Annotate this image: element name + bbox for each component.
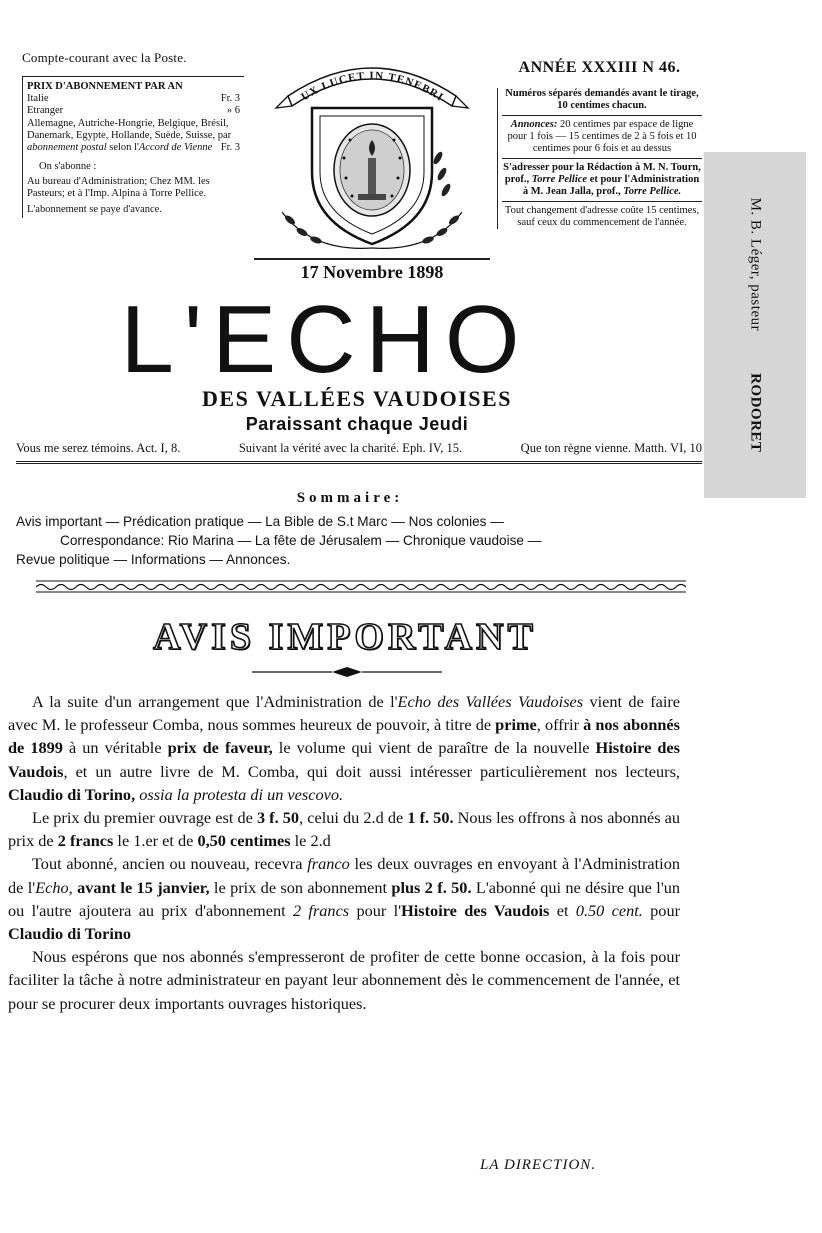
price-label: Etranger — [27, 105, 64, 116]
on-abonne-heading: On s'abonne : — [39, 161, 97, 172]
volume-number — [497, 59, 702, 76]
publication-frequency: Paraissant chaque Jeudi — [245, 414, 469, 434]
book-title-histoire: Histoire des Vaudois — [401, 900, 550, 920]
paragraph-2 — [8, 806, 680, 852]
annonces-label: Annonces: — [510, 119, 558, 130]
signature: LA DIRECTION. — [480, 1157, 597, 1173]
prime-word: prime — [495, 715, 537, 735]
price-label: Italie — [27, 93, 49, 104]
text-run: , celui du 2.d de — [299, 808, 408, 828]
summary-line-1: Avis important — Prédication pratique — La Bible de S.t Marc — Nos colonies — — [16, 514, 504, 529]
text-run: , offrir — [536, 715, 584, 735]
address-change-note: Tout changement d'adresse coûte 15 centimes, sauf ceux du commencement de l'année. — [504, 205, 700, 228]
text-run: le 1.er et de — [113, 831, 198, 851]
echo-title: Echo des Vallées Vaudoises — [397, 692, 584, 711]
mottos-line — [16, 441, 702, 464]
advance-payment-note: L'abonnement se paye d'avance. — [27, 204, 162, 215]
divider — [502, 201, 702, 202]
annonces-text: 20 centimes par espace de ligne pour 1 fois — 15 centimes de 2 à 5 fois et 10 centimes pour 6 fois et au dessus — [507, 119, 697, 154]
text-run: , — [68, 877, 78, 897]
book-title-histoire: Histoire des Vaudois — [8, 738, 680, 781]
administration-place: Torre Pellice. — [620, 186, 682, 197]
issue-date: 17 Novembre 1898 — [254, 258, 490, 283]
issue-number: N 46. — [642, 59, 681, 76]
echo-title: Echo — [35, 877, 69, 897]
price-francs: 2 francs — [292, 900, 350, 920]
administration-address: et pour l'Administration à M. Jean Jalla, prof., — [522, 174, 700, 197]
annee-label: ANNÉE — [518, 59, 578, 76]
summary-line-3: Revue politique — Informations — Annonces. — [16, 552, 291, 567]
divider — [502, 158, 702, 159]
price-value: Fr. 3 — [220, 93, 240, 104]
price-2: 1 f. 50. — [407, 808, 454, 828]
redaction-address: S'adresser pour la Rédaction à M. N. Tourn, prof., — [503, 162, 701, 185]
text-run: pour l' — [349, 900, 402, 920]
price-value: » 6 — [226, 105, 240, 116]
paragraph-1 — [8, 690, 680, 806]
price-cent: 0.50 cent. — [575, 900, 643, 920]
book-title-claudio: Claudio di Torino, — [8, 784, 136, 804]
paragraph-4: Nous espérons que nos abonnés s'empresseront de profiter de cette bonne occasion, à la fois pour faciliter la tâche à notre administrateur en payant leur abonnement dès le commencement de l'année, et pour se procurer deux importants ouvrages historiques. — [8, 947, 680, 1013]
price-row-etranger — [27, 105, 240, 117]
deadline: avant le 15 janvier, — [77, 877, 210, 897]
masthead — [12, 286, 702, 435]
address-label — [704, 152, 806, 498]
subscription-info — [22, 52, 244, 218]
emblem-icon — [252, 62, 492, 258]
newspaper-subtitle: DES VALLÉES VAUDOISES — [202, 386, 512, 411]
divider — [502, 115, 702, 116]
selon-text: selon l' — [109, 142, 139, 153]
notices-box — [497, 88, 702, 229]
accord-text: Accord de Vienne — [138, 142, 213, 153]
recipient-name: M. B. Léger, pasteur — [747, 197, 764, 332]
extra-price: plus 2 f. 50. — [391, 877, 472, 897]
subscription-places: Au bureau d'Administration; Chez MM. les Pasteurs; et à l'Imp. Alpina à Torre Pellice. — [27, 176, 210, 199]
prix-faveur: prix de faveur, — [167, 738, 273, 758]
recipient-address — [747, 165, 764, 485]
issue-info — [497, 59, 702, 229]
subscription-box — [22, 76, 244, 218]
article-title: AVIS IMPORTANT — [153, 616, 537, 658]
text-run: le volume qui vient de paraître de la nouvelle — [272, 738, 596, 758]
summary-line-2: Correspondance: Rio Marina — La fête de Jérusalem — Chronique vaudoise — — [60, 533, 542, 548]
countries-list: Allemagne, Autriche-Hongrie, Belgique, Brésil, Danemark, Egypte, Hollande, Suède, Suisse, par — [27, 118, 232, 141]
price-4: 0,50 centimes — [197, 831, 291, 851]
newspaper-title: L'ECHO — [120, 286, 530, 393]
price-3: 2 francs — [57, 831, 114, 851]
emblem-motto: UX LUCET IN TENEBRI — [299, 69, 446, 104]
text-run: vient de faire avec M. le professeur Comba, nous sommes heureux de pouvoir, à titre de — [8, 692, 681, 735]
text-run: L'abonné qui ne désire que l'un ou l'autre ajoutera au prix d'abonnement — [8, 877, 681, 920]
book-subtitle: ossia la protesta di un vescovo. — [139, 784, 344, 804]
article-body — [8, 690, 680, 1015]
numeros-note: Numéros séparés demandés avant le tirage, 10 centimes chacun. — [505, 88, 699, 111]
text-run: , et un autre livre de M. Comba, qui doit aussi intéresser particulièrement nos lecteurs, — [63, 761, 680, 781]
motto-2: Suivant la vérité avec la charité. Eph. IV, 15. — [238, 441, 463, 455]
waldensian-emblem — [252, 62, 492, 258]
franco-word: franco — [307, 854, 350, 874]
title-ornament — [252, 666, 442, 678]
text-run: A la suite d'un arrangement que l'Administration de l' — [32, 692, 398, 711]
price-row-italie — [27, 93, 240, 105]
svg-text:LUX LUCET IN TENEBRIS — [252, 62, 446, 104]
text-run: à un véritable — [62, 738, 168, 758]
book-title-claudio: Claudio di Torino — [8, 924, 132, 944]
address-note — [502, 162, 702, 198]
recipient-place: RODORET — [747, 373, 764, 453]
abonnes-1899: à nos abonnés de 1899 — [8, 715, 680, 758]
text-run: et — [549, 900, 576, 920]
text-run: Nous les offrons à nos abonnés au prix de — [8, 808, 681, 851]
annee-value: XXXIII — [581, 59, 638, 76]
summary-heading: Sommaire: — [296, 490, 404, 506]
text-run: le 2.d — [290, 831, 331, 851]
text-run: le prix de son abonnement — [209, 877, 392, 897]
price-1: 3 f. 50 — [256, 808, 300, 828]
accord-price: Fr. 3 — [220, 142, 240, 153]
text-run: les deux ouvrages en envoyant à l'Administration de l' — [8, 854, 680, 897]
text-run: Tout abonné, ancien ou nouveau, recevra — [32, 854, 308, 874]
motto-1: Vous me serez témoins. Act. I, 8. — [16, 441, 181, 455]
paragraph-3 — [8, 852, 680, 945]
abonnement-postal: abonnement postal — [27, 142, 107, 153]
motto-3: Que ton règne vienne. Matth. VI, 10 — [520, 441, 702, 455]
subscription-heading: PRIX D'ABONNEMENT PAR AN — [27, 81, 183, 92]
redaction-place: Torre Pellice — [529, 174, 588, 185]
compte-courant-note: Compte-courant avec la Poste. — [22, 50, 187, 65]
postal-agreement-note — [27, 118, 240, 154]
ornamental-divider — [36, 578, 686, 594]
annonces-note — [502, 119, 702, 155]
summary-contents — [16, 512, 692, 569]
text-run: Le prix du premier ouvrage est de — [32, 808, 257, 828]
text-run: pour — [642, 900, 681, 920]
